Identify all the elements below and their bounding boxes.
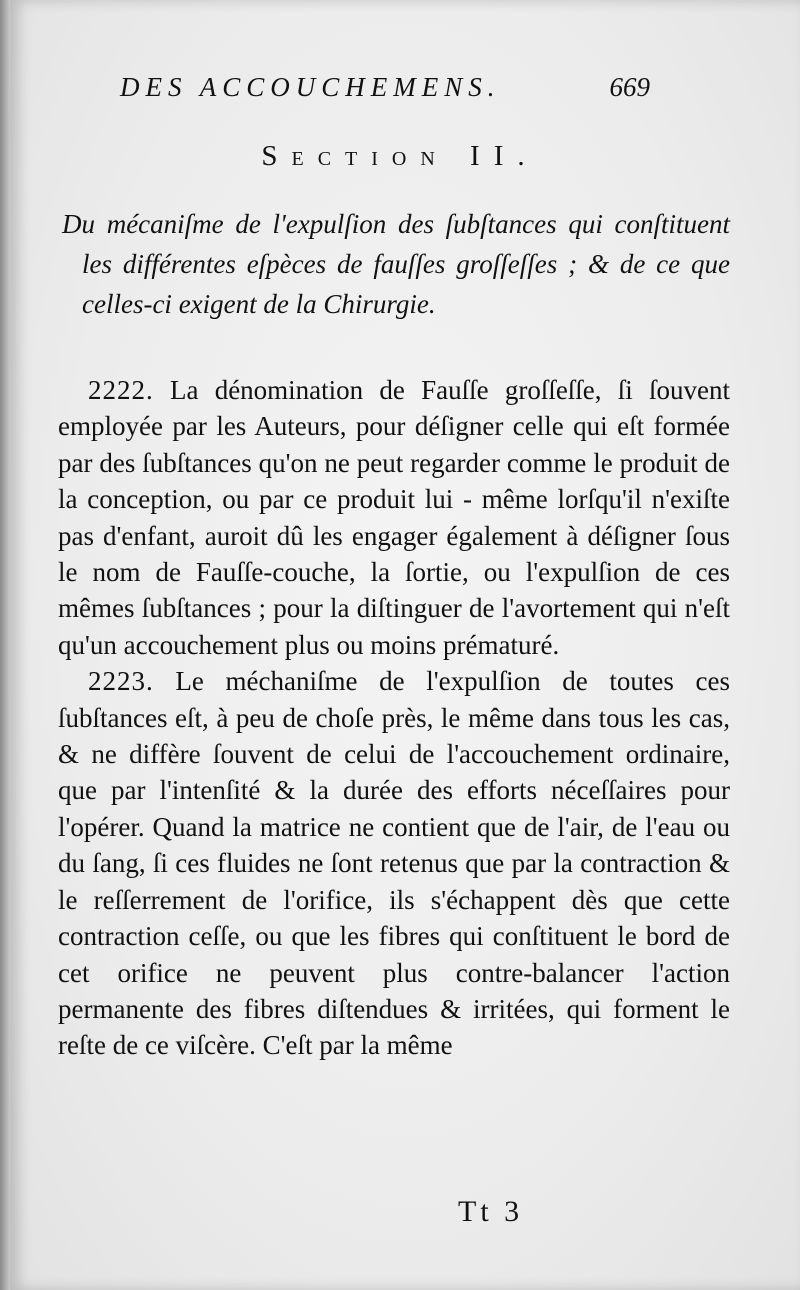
running-head: DES ACCOUCHEMENS. <box>120 72 501 102</box>
page-number: 669 <box>609 72 650 102</box>
paragraph-number: 2222. <box>88 375 154 405</box>
page-header <box>120 72 650 112</box>
section-subtitle: Du mécaniſme de l'expulſion des ſubſtances qui conſtituent les différentes eſpèces de fauſſes groſſeſſes ; & de ce que celles-ci exigent de la Chirurgie. <box>62 209 730 319</box>
section-title: Section II. <box>261 140 539 172</box>
paragraph-2222 <box>58 372 730 663</box>
paragraph-number: 2223. <box>88 666 154 697</box>
book-gutter-edge <box>0 0 10 1290</box>
signature-mark: Tt 3 <box>458 1195 524 1228</box>
body-text <box>58 372 730 1064</box>
paragraph-2223 <box>58 663 730 1063</box>
paragraph-text: Le méchaniſme de l'expulſion de toutes ces ſubſtances eſt, à peu de choſe près, le même dans tous les cas, & ne diffère ſouvent de celui de l'accouchement ordinaire, que par l'intenſité & la durée des efforts néceſſaires pour l'opérer. Quand la matrice ne contient que de l'air, de l'eau ou du ſang, ſi ces fluides ne ſont retenus que par la contraction & le reſſerrement de l'orifice, ils s'échappent dès que cette contraction ceſſe, ou que les fibres qui conſtituent le bord de cet orifice ne peuvent plus contre-balancer l'action permanente des fibres diſtendues & irritées, qui forment le reſte de ce viſcère. C'eſt par la même <box>58 666 730 1061</box>
paragraph-text: La dénomination de Fauſſe groſſeſſe, ſi ſouvent employée par les Auteurs, pour déſigner celle qui eſt formée par des ſubſtances qu'on ne peut regarder comme le produit de la conception, ou par ce produit lui - même lorſqu'il n'exiſte pas d'enfant, auroit dû les engager également à déſigner ſous le nom de Fauſſe-couche, la ſortie, ou l'expulſion de ces mêmes ſubſtances ; pour la diſtinguer de l'avortement qui n'eſt qu'un accouchement plus ou moins prématuré. <box>58 375 730 660</box>
